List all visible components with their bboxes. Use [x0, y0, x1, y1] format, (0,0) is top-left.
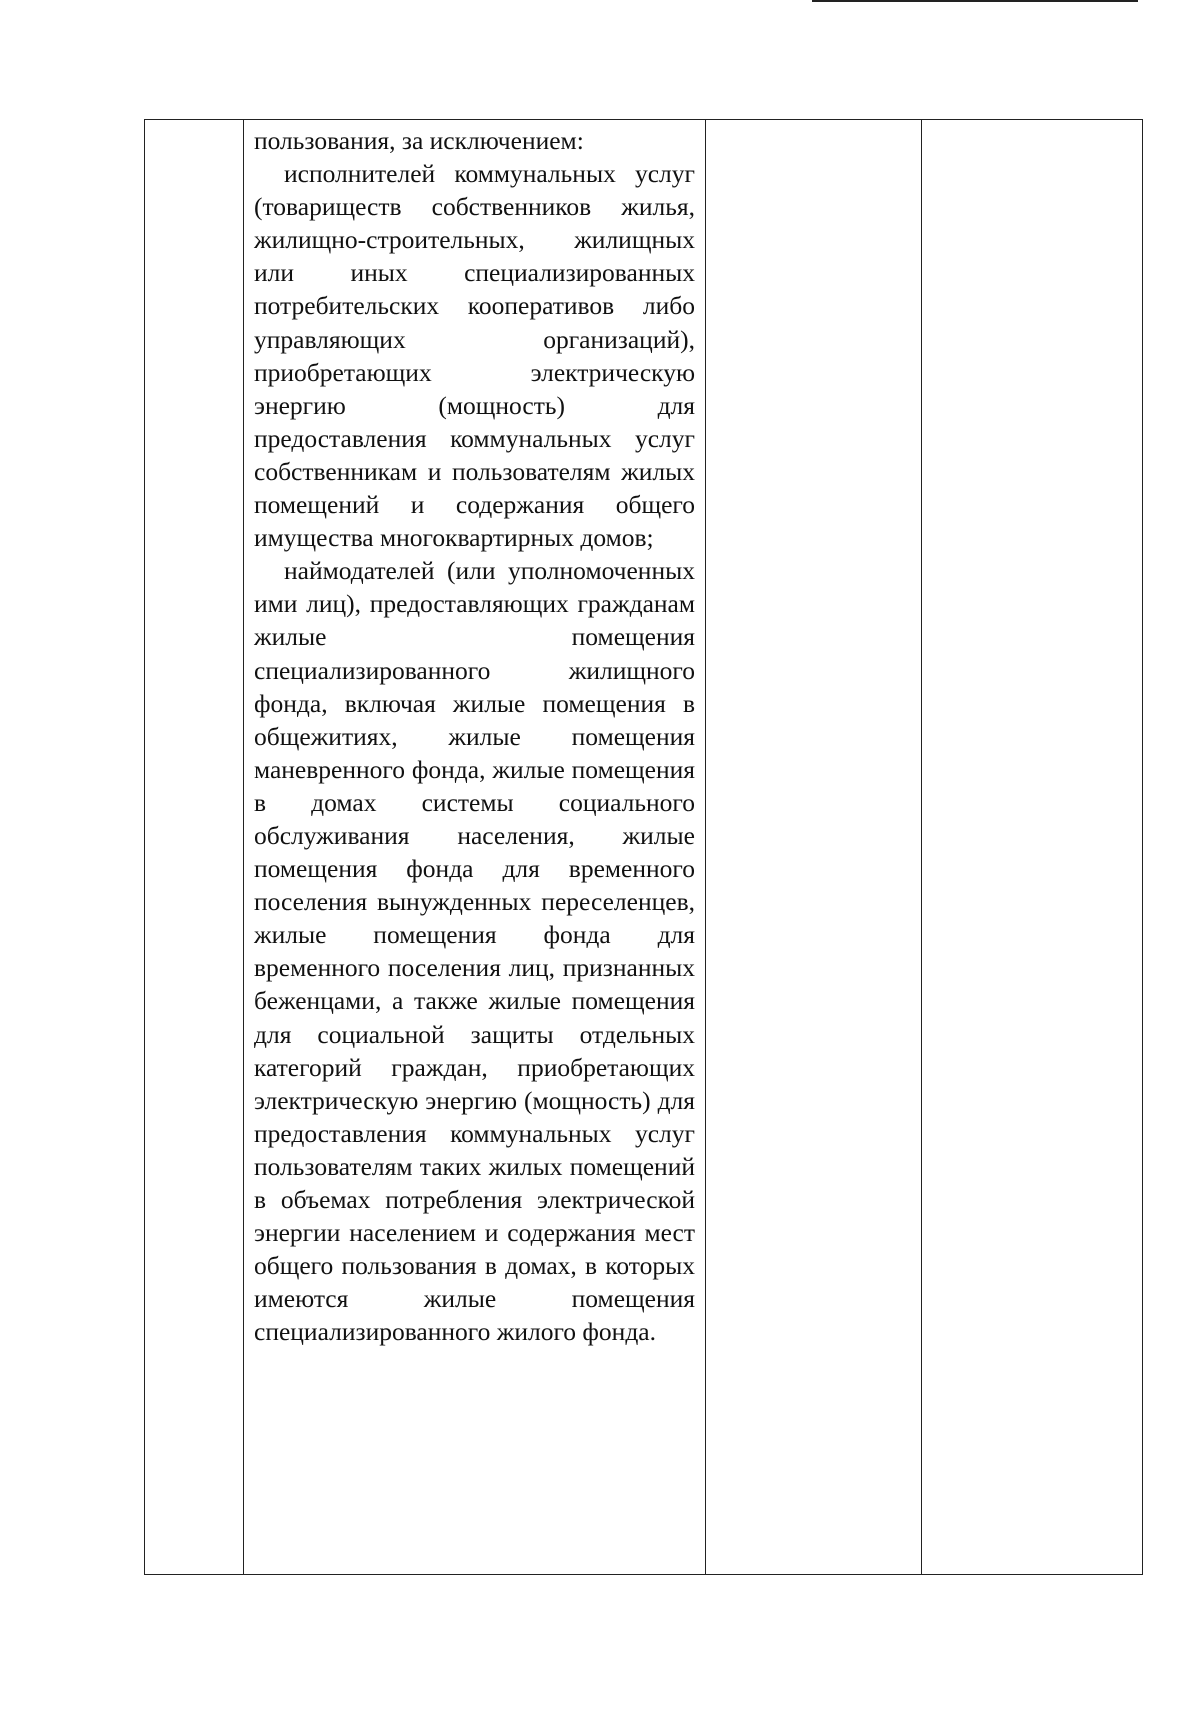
table-cell-text — [244, 120, 706, 1574]
table-cell-empty-3 — [706, 120, 922, 1574]
document-table — [144, 119, 1143, 1575]
table-cell-number — [145, 120, 244, 1574]
paragraph-utility-providers: исполнителей коммунальных услуг (товариществ собственников жилья, жилищно-строительных, жилищных или иных специализированных потребительских кооперативов либо управляющих организаций), приобретающих электрическую энергию (мощность) для предоставления коммунальных услуг собственникам и пользователям жилых помещений и содержания общего имущества многоквартирных домов; — [254, 159, 695, 553]
paragraph-landlords: наймодателей (или уполномоченных ими лиц), предоставляющих гражданам жилые помещения специализированного жилищного фонда, включая жилые помещения в общежитиях, жилые помещения маневренного фонда, жилые помещения в домах системы социального обслуживания населения, жилые помещения фонда для временного поселения вынужденных переселенцев, жилые помещения фонда для временного поселения лиц, признанных беженцами, а также жилые помещения для социальной защиты отдельных категорий граждан, приобретающих электрическую энергию (мощность) для предоставления коммунальных услуг пользователям таких жилых помещений в объемах потребления электрической энергии населением и содержания мест общего пользования в домах, в которых имеются жилые помещения специализированного жилого фонда. — [254, 556, 695, 1347]
paragraph-intro: пользования, за исключением: — [254, 126, 584, 155]
table-cell-empty-4 — [922, 120, 1142, 1574]
top-edge-rule — [812, 0, 1138, 2]
